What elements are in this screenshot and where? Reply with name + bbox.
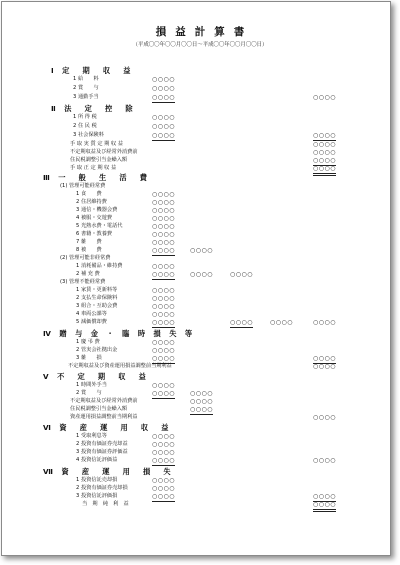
line-item-label: 手 取 正 定 期 収 益	[70, 165, 117, 171]
line-item-label: 7 雑 費	[76, 239, 102, 245]
section-heading: Ⅲ 一 般 生 活 費	[43, 173, 150, 182]
line-item-label: 2 賞 与	[73, 85, 99, 91]
amount-col-1: ○○○○	[152, 457, 175, 464]
statement-row	[0, 122, 400, 131]
amount-col-1: ○○○○	[152, 433, 175, 440]
line-item-label: 4 被服・交遊費	[76, 215, 113, 221]
statement-row	[0, 362, 400, 371]
amount-col-5: ○○○○	[313, 500, 336, 512]
amount-col-5: ○○○○	[313, 157, 336, 164]
line-item-label: 不定期収益及び経常外消費前	[70, 398, 138, 404]
amount-col-3: ○○○○	[230, 319, 253, 326]
line-item-label: (1) 管理可能経常費	[60, 183, 106, 189]
amount-col-5: ○○○○	[313, 141, 336, 148]
line-item-label: 1 食 費	[76, 191, 102, 197]
amount-col-1: ○○○○	[152, 247, 175, 254]
section-heading-row	[0, 66, 400, 75]
amount-col-5: ○○○○	[313, 493, 336, 500]
amount-col-1: ○○○○	[152, 263, 175, 270]
line-item-label: 1 家賃・更新料等	[76, 287, 118, 293]
line-item-label: 5 減価償却費	[76, 319, 107, 325]
amount-col-5: ○○○○	[313, 94, 336, 101]
amount-col-1: ○○○○	[152, 295, 175, 302]
amount-col-5: ○○○○	[313, 457, 336, 464]
line-item-label: 4 車両公課等	[76, 311, 107, 317]
line-item-label: 手 取 実 質 定 期 収 益	[70, 141, 124, 147]
amount-col-1: ○○○○	[152, 76, 175, 83]
amount-col-3: ○○○○	[230, 271, 253, 278]
line-item-label: 2 投資有価証券売却損	[76, 485, 128, 491]
line-item-label: 1 給 料	[73, 76, 99, 82]
amount-col-1: ○○○○	[152, 449, 175, 456]
line-item-label: 8 被 費	[76, 247, 102, 253]
line-item-label: 3 社会保険料	[73, 132, 104, 138]
amount-col-1: ○○○○	[152, 311, 175, 318]
amount-col-4: ○○○○	[270, 319, 293, 326]
amount-col-5: ○○○○	[313, 149, 336, 156]
line-item-label: 2 支払生命保険料	[76, 295, 118, 301]
amount-col-2: ○○○○	[190, 247, 213, 254]
amount-col-1: ○○○○	[152, 303, 175, 310]
amount-col-1: ○○○○	[152, 319, 175, 326]
line-item-label: 3 投資有価証券評価益	[76, 449, 128, 455]
amount-col-1: ○○○○	[152, 339, 175, 346]
amount-col-5: ○○○○	[313, 363, 336, 370]
section-heading-row	[0, 467, 400, 476]
amount-col-1: ○○○○	[152, 382, 175, 389]
amount-col-1: ○○○○	[152, 441, 175, 448]
statement-row	[0, 318, 400, 327]
line-item-label: 2 住 民 税	[73, 123, 97, 129]
amount-col-1: ○○○○	[152, 271, 175, 278]
line-item-label: 4 投資信託評価益	[76, 457, 118, 463]
statement-row	[0, 84, 400, 93]
line-item-label: 1 投資信託売却損	[76, 477, 118, 483]
amount-col-1: ○○○○	[152, 231, 175, 238]
amount-col-1: ○○○○	[152, 287, 175, 294]
amount-col-1: ○○○○	[152, 132, 175, 139]
amount-col-2: ○○○○	[190, 406, 213, 413]
line-item-label: (3) 管理不能経常費	[60, 279, 106, 285]
section-heading-row	[0, 173, 400, 182]
section-heading-row	[0, 329, 400, 338]
line-item-label: 住民税調整引当金繰入額	[70, 406, 128, 412]
section-heading: Ⅰ 定 期 収 益	[51, 66, 134, 75]
line-item-label: 当 期 純 利 益	[82, 501, 129, 507]
section-heading: Ⅵ 資 産 運 用 収 益	[43, 423, 172, 432]
amount-col-1: ○○○○	[152, 390, 175, 397]
amount-col-5: ○○○○	[313, 414, 336, 421]
line-item-label: 3 通勤手当	[73, 94, 99, 100]
amount-col-1: ○○○○	[152, 347, 175, 354]
statement-row	[0, 131, 400, 140]
amount-col-1: ○○○○	[152, 355, 175, 362]
line-item-label: 1 消耗備品・維持費	[76, 263, 123, 269]
amount-col-1: ○○○○	[152, 191, 175, 198]
amount-col-2: ○○○○	[190, 390, 213, 397]
amount-col-1: ○○○○	[152, 123, 175, 130]
amount-col-1: ○○○○	[152, 199, 175, 206]
statement-row	[0, 456, 400, 465]
statement-row	[0, 113, 400, 122]
line-item-label: 1 慶 弔 費	[76, 339, 100, 345]
line-item-label: (2) 管理可能非経常費	[60, 255, 111, 261]
amount-col-1: ○○○○	[152, 485, 175, 492]
line-item-label: 1 時間外手当	[76, 382, 107, 388]
amount-col-2: ○○○○	[190, 398, 213, 405]
line-item-label: 6 書籍・教養費	[76, 231, 113, 237]
statement-row	[0, 93, 400, 102]
section-heading: Ⅴ 不 定 期 収 益	[43, 372, 149, 381]
section-heading: Ⅶ 資 産 運 用 損 失	[43, 467, 174, 476]
line-item-label: 住民税調整引当金繰入額	[70, 157, 128, 163]
amount-col-1: ○○○○	[152, 239, 175, 246]
amount-col-5: ○○○○	[313, 355, 336, 362]
line-item-label: 3 通信・機器会費	[76, 207, 118, 213]
line-item-label: 3 組合・互助会費	[76, 303, 118, 309]
line-item-label: 不定期収益及び資産運用損益調整前当期利益	[68, 363, 172, 369]
line-item-label: 2 投資有価証券売却益	[76, 441, 128, 447]
amount-col-1: ○○○○	[152, 85, 175, 92]
statement-row	[0, 164, 400, 173]
amount-col-1: ○○○○	[152, 207, 175, 214]
section-heading: Ⅱ 法 定 控 除	[51, 104, 136, 113]
line-item-label: 2 住居維持費	[76, 199, 107, 205]
line-item-label: 3 投資信託評価損	[76, 493, 118, 499]
amount-col-1: ○○○○	[152, 215, 175, 222]
amount-col-2: ○○○○	[190, 271, 213, 278]
section-heading-row	[0, 423, 400, 432]
line-item-label: 資産運用損益調整前当期利益	[70, 414, 138, 420]
line-item-label: 2 賞 与	[76, 390, 102, 396]
line-item-label: 3 雑 損	[76, 355, 102, 361]
amount-col-1: ○○○○	[152, 94, 175, 101]
amount-col-5: ○○○○	[313, 164, 336, 176]
line-item-label: 5 光熱水費・電話代	[76, 223, 123, 229]
document-title: 損益計算書	[155, 26, 254, 38]
amount-col-1: ○○○○	[152, 493, 175, 500]
amount-col-1: ○○○○	[152, 477, 175, 484]
line-item-label: 2 管実会社拠出金	[76, 347, 118, 353]
statement-row	[0, 500, 400, 509]
statement-row	[0, 413, 400, 422]
amount-col-5: ○○○○	[313, 319, 336, 326]
amount-col-1: ○○○○	[152, 114, 175, 121]
section-heading: Ⅳ 贈 与 金 ・ 臨 時 損 失 等	[43, 329, 196, 338]
line-item-label: 1 受取利息等	[76, 433, 107, 439]
report-period: （平成〇〇年〇〇月〇〇日～平成〇〇年〇〇月〇〇日）	[132, 42, 268, 48]
amount-col-5: ○○○○	[313, 132, 336, 139]
section-heading-row	[0, 104, 400, 113]
statement-row	[0, 75, 400, 84]
line-item-label: 1 所 得 税	[73, 114, 97, 120]
line-item-label: 不定期収益及び経常外消費前	[70, 149, 138, 155]
amount-col-1: ○○○○	[152, 223, 175, 230]
section-heading-row	[0, 372, 400, 381]
line-item-label: 2 補 充 費	[76, 271, 100, 277]
